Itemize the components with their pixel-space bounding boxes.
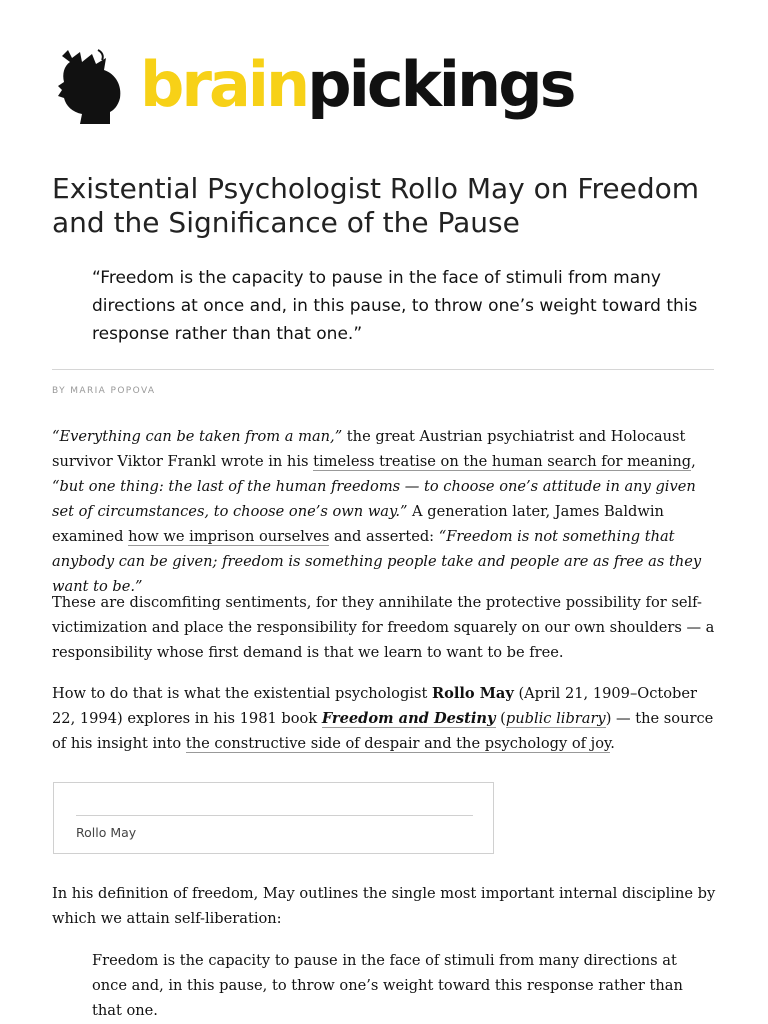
text: (April 21, 1909–October 22, 1994) explores in his 1981 book — [52, 685, 698, 727]
block-quote: Freedom is the capacity to pause in the face of stimuli from many directions at once and, in this pause, to throw one’s weight toward this response rather than that one. — [92, 952, 683, 1019]
text: ( — [495, 710, 506, 727]
link-constructive-despair[interactable]: the constructive side of despair and the psychology of joy — [185, 735, 611, 752]
text: ) — the source of his insight into — [52, 710, 714, 752]
article-title: Existential Psychologist Rollo May on Freedom and the Significance of the Pause — [52, 172, 700, 239]
text: How to do that is what the existential psychologist — [52, 685, 432, 702]
text: , — [691, 453, 696, 470]
text: A generation later, James Baldwin examined — [52, 503, 664, 545]
frankl-quote-2: “but one thing: the last of the human freedoms — to choose one’s attitude in any given set of circumstances, to choose one’s own way.” — [52, 478, 696, 520]
head-silhouette-icon — [52, 48, 124, 126]
book-title: Freedom and Destiny — [321, 710, 496, 727]
logo-wordmark — [140, 48, 574, 121]
link-search-for-meaning[interactable]: timeless treatise on the human search for meaning — [313, 453, 692, 470]
logo-brain: brain — [140, 48, 308, 121]
author-name: Rollo May — [431, 685, 514, 702]
link-freedom-and-destiny[interactable] — [322, 710, 496, 728]
paragraph-1 — [52, 424, 717, 599]
link-imprison-ourselves[interactable]: how we imprison ourselves — [128, 528, 330, 545]
baldwin-quote: “Freedom is not something that anybody can be given; freedom is something people take and people are as free as they want to be.” — [52, 528, 702, 595]
brainpickings-logo[interactable] — [52, 48, 574, 138]
logo-pickings: pickings — [307, 48, 574, 121]
text: . — [610, 735, 615, 752]
pull-quote: “Freedom is the capacity to pause in the face of stimuli from many directions at once and, in this pause, to throw one’s weight toward this response rather than that one.” — [92, 268, 698, 344]
figure-divider — [76, 815, 473, 816]
figure-rollo-may — [53, 782, 494, 854]
text: the great Austrian psychiatrist and Holocaust survivor Viktor Frankl wrote in his — [52, 428, 686, 470]
link-public-library[interactable] — [506, 710, 606, 728]
divider — [52, 369, 714, 370]
text: and asserted: — [329, 528, 439, 545]
frankl-quote-1: “Everything can be taken from a man,” — [52, 428, 343, 445]
public-library-label: public library — [505, 710, 606, 727]
figure-caption: Rollo May — [76, 825, 137, 840]
paragraph-4: In his definition of freedom, May outlines the single most important internal discipline by which we attain self-liberation: — [52, 885, 716, 927]
paragraph-2: These are discomfiting sentiments, for they annihilate the protective possibility for self-victimization and place the responsibility for freedom squarely on our own shoulders — a responsibility whose first demand is that we learn to want to be free. — [52, 594, 715, 661]
byline: BY MARIA POPOVA — [52, 386, 156, 396]
paragraph-3 — [52, 681, 717, 756]
